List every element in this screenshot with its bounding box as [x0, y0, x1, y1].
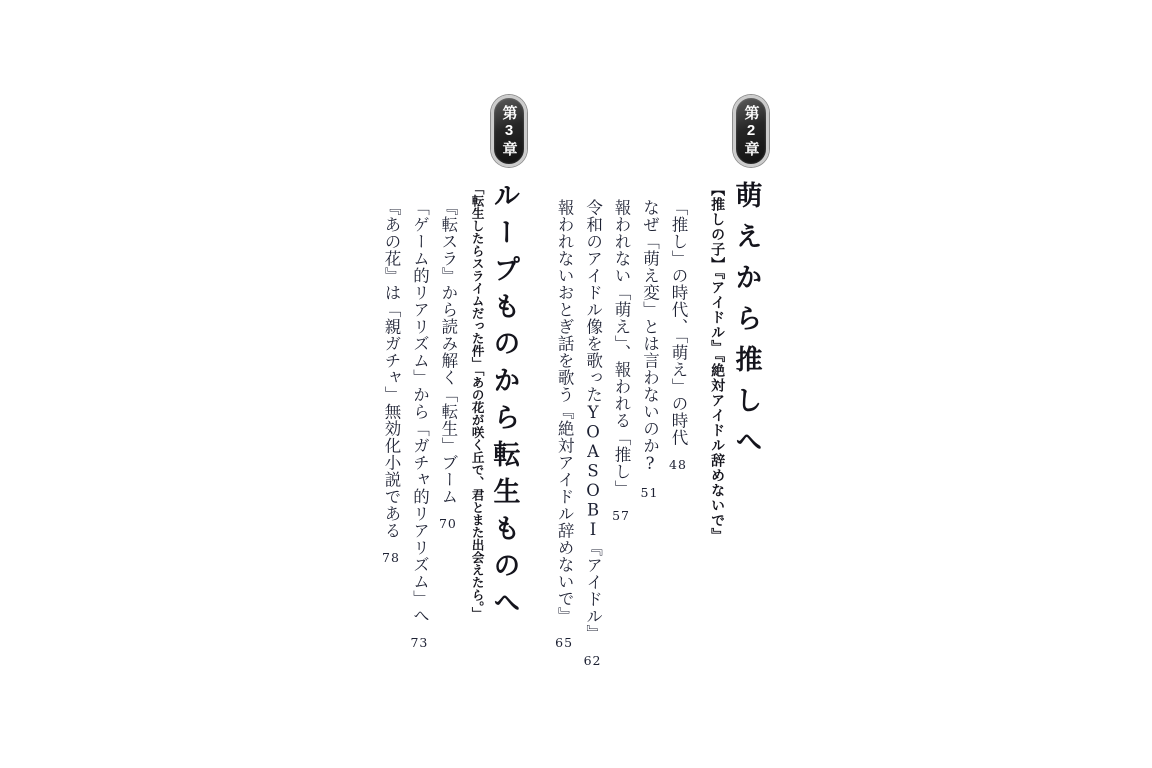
toc-entry-text: 報われないおとぎ話を歌う『絶対アイドル辞めないで』 — [555, 199, 575, 624]
toc-entry — [583, 199, 602, 757]
chapter-3-subtitle: 「転生したらスライムだった件」「あの花が咲く丘で、君とまた出会えたら。」 — [470, 182, 485, 620]
toc-entry-text: 『転スラ』から読み解く「転生」ブーム — [438, 199, 458, 505]
toc-entry-text: 「ゲーム的リアリズム」から「ガチャ的リアリズム」へ — [410, 199, 430, 624]
chapter-3-title: ループものから転生ものへ — [489, 181, 520, 625]
toc-page-number: 73 — [410, 635, 429, 650]
toc-entry-text: 令和のアイドル像を歌ったYOASOBI『アイドル』 — [583, 199, 603, 642]
toc-entry — [612, 199, 631, 757]
chapter-3-block — [373, 95, 528, 757]
toc-page-number: 48 — [669, 456, 687, 472]
toc-entry — [640, 199, 659, 757]
chapter-2-title-column — [732, 95, 769, 757]
toc-entry-text: 「推し」の時代、「萌え」の時代 — [668, 199, 688, 446]
chapter-2-badge — [733, 95, 769, 167]
toc-page-number: 70 — [438, 516, 457, 531]
chapter-2-entries — [555, 95, 688, 757]
toc-entry-text: 『あの花』は「親ガチャ」無効化小説である — [381, 199, 401, 539]
chapter-2-title: 萌えから推しへ — [731, 181, 762, 468]
chapter-3-badge — [491, 95, 527, 167]
chapter-2-block — [546, 95, 769, 757]
toc-page-number: 62 — [583, 652, 602, 668]
toc-page-number: 65 — [555, 635, 574, 650]
toc-entry — [382, 199, 401, 757]
toc-entry — [669, 199, 688, 757]
toc-entry-text: なぜ「萌え変」とは言わないのか? — [640, 199, 660, 474]
chapter-3-title-column — [490, 95, 527, 757]
toc-page-number: 57 — [612, 507, 630, 523]
chapter-3-badge-label: 第3章 — [500, 104, 518, 158]
toc-page-number: 51 — [640, 484, 659, 500]
chapter-3-entries — [382, 95, 458, 757]
chapter-2-badge-label: 第2章 — [742, 104, 760, 158]
toc-entry — [555, 199, 574, 757]
toc-entry — [438, 199, 457, 757]
toc-entry-text: 報われない「萌え」、報われる「推し」 — [612, 199, 632, 497]
toc-entry — [410, 199, 429, 757]
toc-page-number: 78 — [382, 550, 400, 565]
chapter-2-subtitle: 【推しの子】『アイドル』『絶対アイドル辞めないで』 — [710, 182, 727, 543]
